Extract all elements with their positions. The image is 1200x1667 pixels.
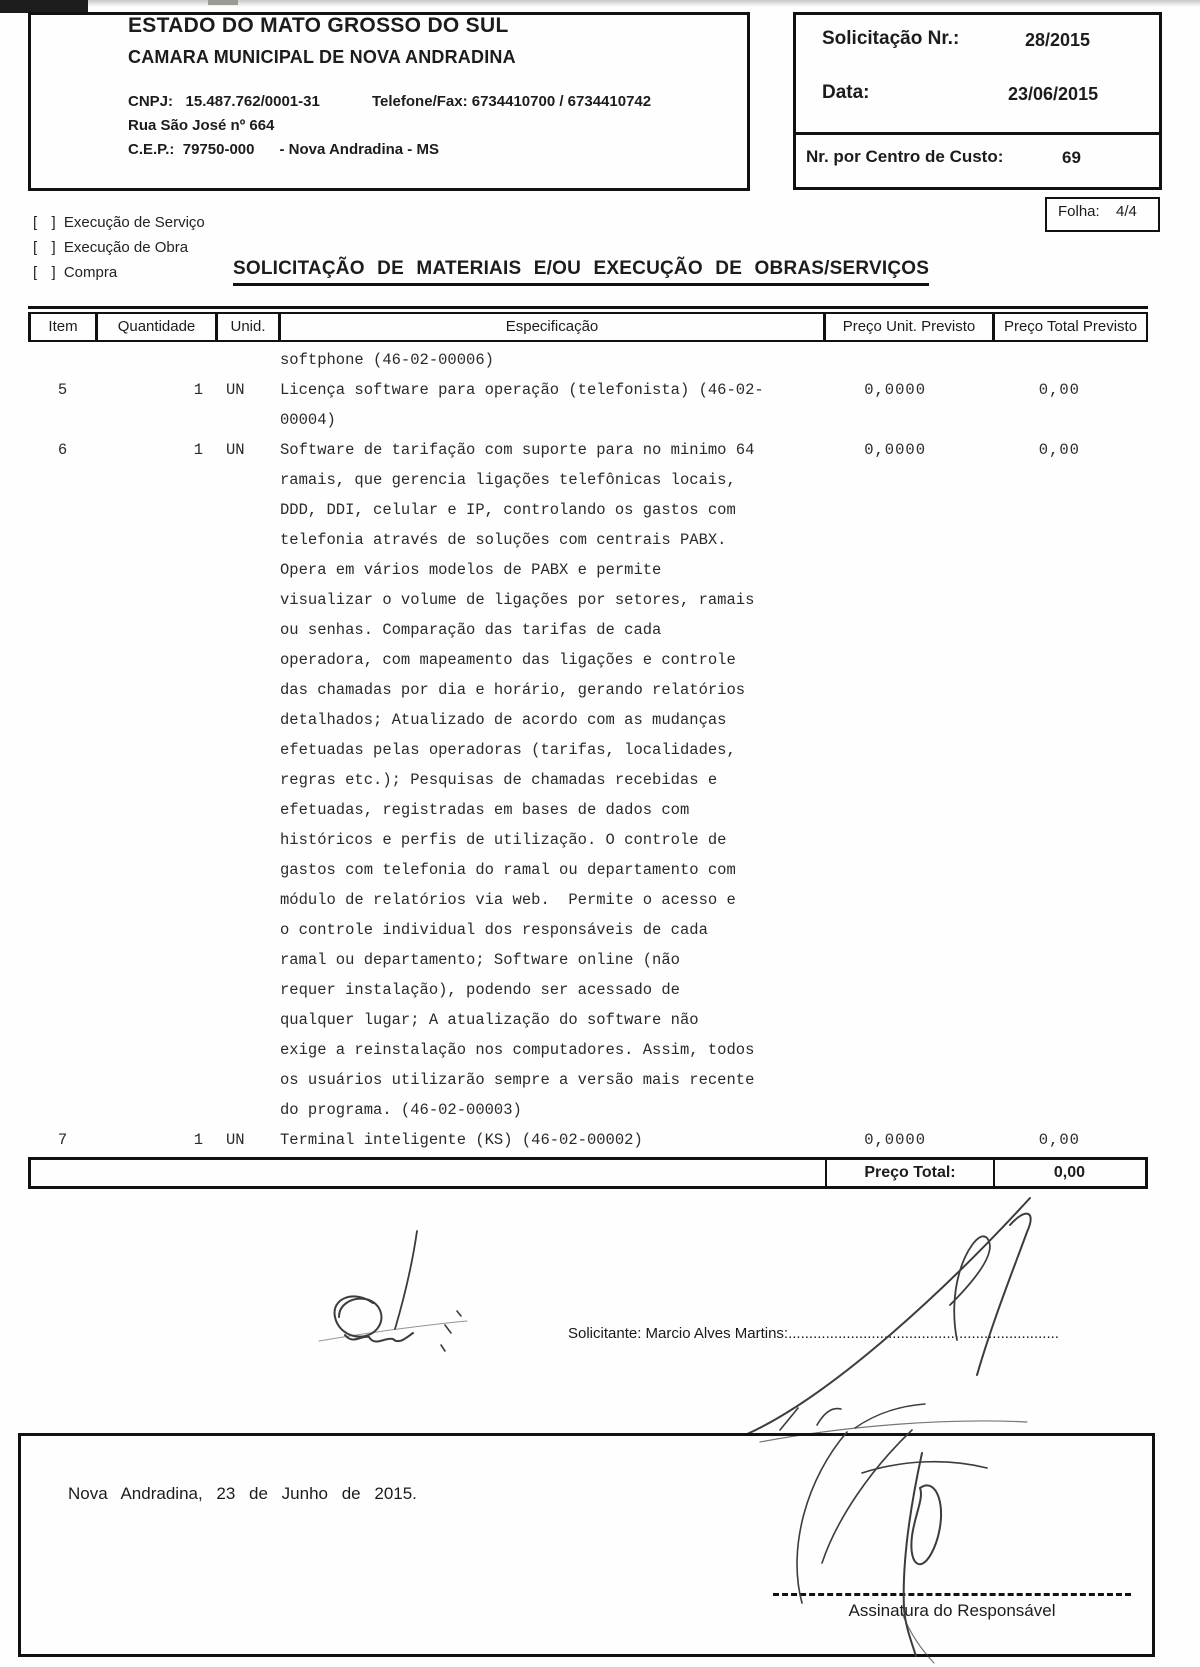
spec-line: do programa. (46-02-00003) bbox=[280, 1101, 522, 1119]
checkbox-item bbox=[33, 239, 205, 264]
responsible-signature-line bbox=[773, 1593, 1131, 1596]
cell-specification bbox=[280, 375, 825, 435]
spec-line: qualquer lugar; A atualização do software não bbox=[280, 1011, 699, 1029]
spec-line: ramal ou departamento; Software online (não bbox=[280, 951, 680, 969]
org-cep-value: 79750-000 bbox=[182, 141, 255, 158]
table-total-row bbox=[28, 1157, 1148, 1189]
cell-quantity: 1 bbox=[193, 381, 203, 399]
cell-unit: UN bbox=[226, 1131, 245, 1149]
total-row-spacer bbox=[31, 1160, 825, 1186]
cell-specification bbox=[280, 1125, 825, 1155]
cell-total-price: 0,00 bbox=[1038, 381, 1080, 399]
table-header-cell: Unid. bbox=[215, 312, 280, 342]
cell-item bbox=[28, 345, 97, 375]
spec-line: efetuadas pelas operadoras (tarifas, localidades, bbox=[280, 741, 736, 759]
cell-quantity: 1 bbox=[193, 1131, 203, 1149]
org-phone-value: 6734410700 / 6734410742 bbox=[471, 93, 652, 110]
requester-signature-scribble bbox=[295, 1225, 480, 1367]
cost-center-value: 69 bbox=[1062, 148, 1081, 167]
checkbox-label: Execução de Obra bbox=[63, 239, 189, 256]
spec-line: ou senhas. Comparação das tarifas de cada bbox=[280, 621, 662, 639]
table-row bbox=[28, 345, 1148, 375]
spec-line: detalhados; Atualizado de acordo com as mudanças bbox=[280, 711, 727, 729]
request-date-value: 23/06/2015 bbox=[1008, 84, 1099, 104]
spec-line: DDD, DDI, celular e IP, controlando os gastos com bbox=[280, 501, 736, 519]
footer-date-line: Nova Andradina, 23 de Junho de 2015. bbox=[68, 1484, 417, 1503]
spec-line: softphone (46-02-00006) bbox=[280, 351, 494, 369]
table-header-cell: Especificação bbox=[278, 312, 825, 342]
spec-line: Terminal inteligente (KS) (46-02-00002) bbox=[280, 1131, 643, 1149]
solicitante-line bbox=[568, 1325, 1059, 1342]
scan-artifact-top bbox=[0, 0, 1200, 7]
table-header-cell: Quantidade bbox=[95, 312, 217, 342]
cell-unit: UN bbox=[226, 441, 245, 459]
checkbox-glyph: [ ] bbox=[33, 264, 64, 281]
org-cep-label: C.E.P.: bbox=[128, 141, 175, 158]
spec-line: Opera em vários modelos de PABX e permite bbox=[280, 561, 662, 579]
spec-line: Software de tarifação com suporte para no minimo 64 bbox=[280, 441, 755, 459]
table-header-row bbox=[28, 306, 1148, 342]
spec-line: operadora, com mapeamento das ligações e controle bbox=[280, 651, 736, 669]
cell-total-price: 0,00 bbox=[1038, 1131, 1080, 1149]
spec-line: módulo de relatórios via web. Permite o acesso e bbox=[280, 891, 736, 909]
table-row bbox=[28, 1125, 1148, 1155]
spec-line: gastos com telefonia do ramal ou departamento com bbox=[280, 861, 736, 879]
cell-unit: UN bbox=[226, 381, 245, 399]
cell-item: 6 bbox=[57, 441, 68, 459]
table-body bbox=[28, 345, 1148, 1155]
request-date-label: Data: bbox=[822, 82, 870, 103]
total-label: Preço Total: bbox=[825, 1160, 995, 1186]
org-name: CAMARA MUNICIPAL DE NOVA ANDRADINA bbox=[128, 47, 516, 67]
spec-line: Licença software para operação (telefonista) (46-02- bbox=[280, 381, 764, 399]
table-header-cell: Preço Total Previsto bbox=[992, 312, 1148, 342]
checkbox-item bbox=[33, 264, 205, 289]
spec-line: históricos e perfis de utilização. O controle de bbox=[280, 831, 727, 849]
sheet-number-value: 4/4 bbox=[1116, 203, 1137, 220]
cell-unit-price bbox=[825, 345, 994, 375]
spec-line: visualizar o volume de ligações por setores, ramais bbox=[280, 591, 755, 609]
scan-artifact-smudge bbox=[208, 0, 238, 5]
table-header-cell: Preço Unit. Previsto bbox=[823, 312, 994, 342]
org-phone-label: Telefone/Fax: bbox=[372, 93, 468, 110]
spec-line: ramais, que gerencia ligações telefônicas locais, bbox=[280, 471, 736, 489]
org-cnpj-value: 15.487.762/0001-31 bbox=[185, 93, 320, 110]
request-nr-value: 28/2015 bbox=[1025, 30, 1091, 50]
spec-line: exige a reinstalação nos computadores. Assim, todos bbox=[280, 1041, 755, 1059]
table-row bbox=[28, 375, 1148, 435]
cell-item: 5 bbox=[57, 381, 68, 399]
solicitante-dotted-line: ................................................................. bbox=[788, 1325, 1059, 1342]
spec-line: das chamadas por dia e horário, gerando relatórios bbox=[280, 681, 746, 699]
org-address: Rua São José nº 664 bbox=[128, 117, 275, 134]
responsible-signature-label: Assinatura do Responsável bbox=[848, 1601, 1056, 1620]
cell-total-price: 0,00 bbox=[1038, 441, 1080, 459]
spec-line: o controle individual dos responsáveis de cada bbox=[280, 921, 708, 939]
org-cep bbox=[128, 141, 439, 158]
cell-unit bbox=[217, 345, 280, 375]
org-cnpj-label: CNPJ: bbox=[128, 93, 174, 110]
request-type-checkboxes bbox=[33, 214, 205, 289]
cell-quantity bbox=[97, 345, 217, 375]
cell-item: 7 bbox=[57, 1131, 68, 1149]
items-table bbox=[28, 306, 1148, 1189]
cell-total-price bbox=[994, 345, 1148, 375]
spec-line: efetuadas, registradas em bases de dados com bbox=[280, 801, 690, 819]
sheet-number-label: Folha: bbox=[1058, 203, 1100, 220]
cell-specification bbox=[280, 345, 825, 375]
cell-unit-price: 0,0000 bbox=[864, 441, 926, 459]
spec-line: regras etc.); Pesquisas de chamadas recebidas e bbox=[280, 771, 718, 789]
org-phone bbox=[372, 93, 651, 110]
table-row bbox=[28, 435, 1148, 1125]
spec-line: 00004) bbox=[280, 411, 336, 429]
spec-line: telefonia através de soluções com centrais PABX. bbox=[280, 531, 727, 549]
checkbox-item bbox=[33, 214, 205, 239]
checkbox-glyph: [ ] bbox=[33, 214, 64, 231]
footer-box bbox=[18, 1433, 1155, 1657]
spec-line: requer instalação), podendo ser acessado de bbox=[280, 981, 680, 999]
checkbox-glyph: [ ] bbox=[33, 239, 64, 256]
checkbox-label: Compra bbox=[63, 264, 118, 281]
spec-line: os usuários utilizarão sempre a versão mais recente bbox=[280, 1071, 755, 1089]
table-header-cell: Item bbox=[28, 312, 97, 342]
cell-unit-price: 0,0000 bbox=[864, 381, 926, 399]
cell-quantity: 1 bbox=[193, 441, 203, 459]
total-value: 0,00 bbox=[1053, 1164, 1085, 1181]
solicitante-label: Solicitante: Marcio Alves Martins: bbox=[568, 1325, 789, 1342]
request-nr-label: Solicitação Nr.: bbox=[822, 28, 960, 49]
cost-center-label: Nr. por Centro de Custo: bbox=[806, 147, 1004, 166]
solicitante-signature bbox=[725, 1190, 1045, 1452]
checkbox-label: Execução de Serviço bbox=[63, 214, 205, 231]
cell-specification bbox=[280, 435, 825, 1125]
org-cnpj bbox=[128, 93, 320, 110]
org-state: ESTADO DO MATO GROSSO DO SUL bbox=[128, 14, 509, 37]
cell-unit-price: 0,0000 bbox=[864, 1131, 926, 1149]
org-city: - Nova Andradina - MS bbox=[279, 141, 439, 158]
document-title: SOLICITAÇÃO DE MATERIAIS E/OU EXECUÇÃO DE OBRAS/SERVIÇOS bbox=[233, 258, 929, 286]
